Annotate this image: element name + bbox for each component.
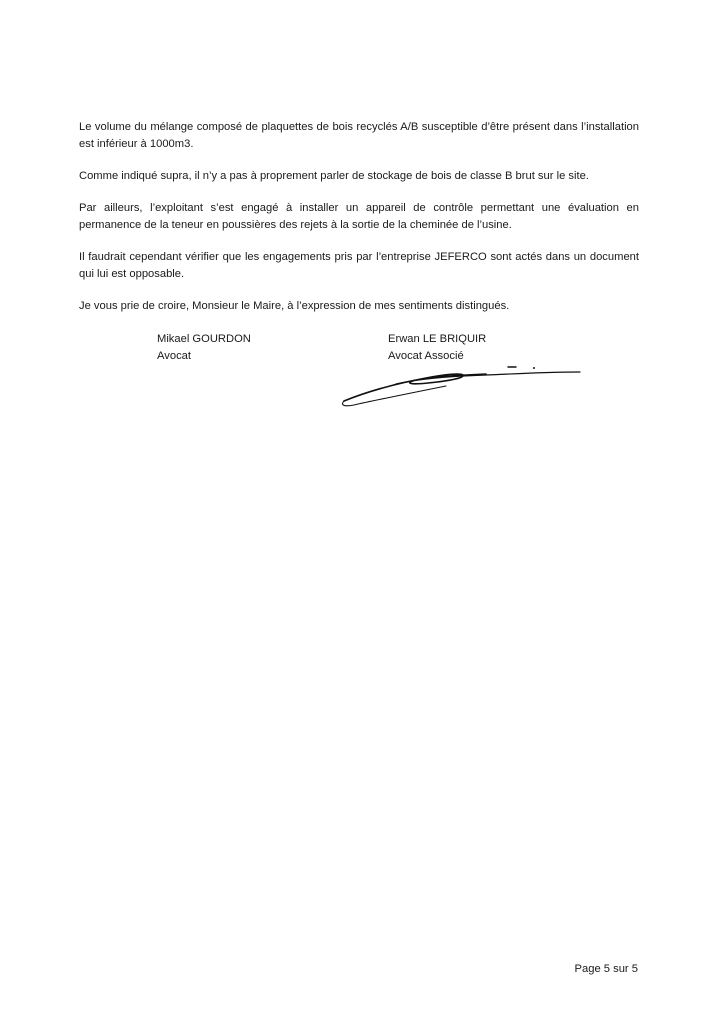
signatory-title: Avocat Associé: [388, 350, 464, 362]
signatory-name: Mikael GOURDON: [157, 333, 251, 345]
signatory-right: [388, 331, 486, 365]
page-number: Page 5 sur 5: [574, 963, 638, 975]
paragraph-engagements: Il faudrait cependant vérifier que les engagements pris par l’entreprise JEFERCO sont actés dans un document qui lui est opposable.: [79, 251, 639, 280]
paragraph-stockage: Comme indiqué supra, il n’y a pas à proprement parler de stockage de bois de classe B brut sur le site.: [79, 170, 589, 182]
handwritten-signature: [336, 362, 586, 412]
signatory-title: Avocat: [157, 350, 191, 362]
signatory-name: Erwan LE BRIQUIR: [388, 333, 487, 345]
signatory-left: [157, 331, 251, 365]
paragraph-controle: Par ailleurs, l’exploitant s’est engagé à installer un appareil de contrôle permettant une évaluation en permanence de la teneur en poussières des rejets à la sortie de la cheminée de l’usine.: [79, 202, 639, 231]
paragraph-volume: Le volume du mélange composé de plaquettes de bois recyclés A/B susceptible d’être présent dans l’installation est inférieur à 1000m3.: [79, 121, 639, 150]
letter-body: [79, 119, 639, 330]
paragraph-salutation: Je vous prie de croire, Monsieur le Maire, à l’expression de mes sentiments distingués.: [79, 300, 510, 312]
